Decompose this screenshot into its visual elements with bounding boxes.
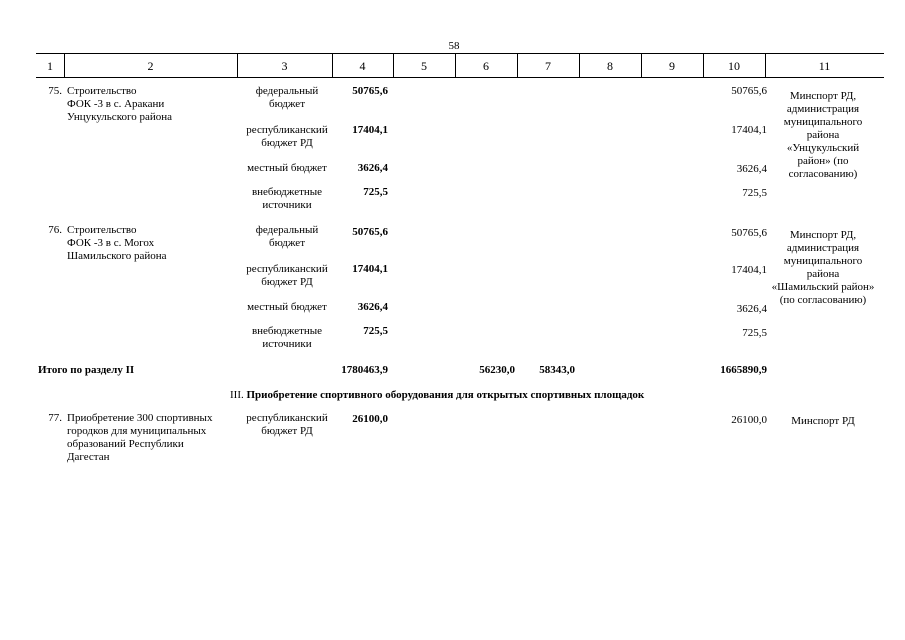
funding-source-line: бюджет РД xyxy=(261,276,313,288)
header-cell-11: 11 xyxy=(818,59,831,73)
executor-line: администрация xyxy=(786,103,860,115)
executor-line: «Унцукульский xyxy=(786,142,860,154)
funding-source-line: республиканский xyxy=(246,263,328,275)
header-cell-10: 10 xyxy=(728,59,740,73)
amount-col4: 725,5 xyxy=(363,186,388,198)
header-cell-6: 6 xyxy=(483,59,489,73)
section-heading-title: Приобретение спортивного оборудования для открытых спортивных площадок xyxy=(246,389,645,401)
section-heading xyxy=(230,389,790,402)
amount-col4: 17404,1 xyxy=(352,263,388,275)
project-name-line: Строительство xyxy=(67,85,137,97)
row-number: 76. xyxy=(48,224,62,236)
funding-source-line: внебюджетные xyxy=(251,325,323,337)
executor xyxy=(768,90,878,181)
section-total-label: Итого по разделу II xyxy=(38,364,135,376)
funding-source-line: источники xyxy=(262,338,312,350)
amount-col10: 50765,6 xyxy=(731,85,767,97)
funding-source-line: бюджет xyxy=(269,98,305,110)
funding-source-line: бюджет РД xyxy=(261,425,313,437)
header-cell-3: 3 xyxy=(281,59,288,73)
amount-col4: 50765,6 xyxy=(352,85,388,97)
amount-col4: 26100,0 xyxy=(352,413,388,425)
executor-line: район» (по xyxy=(797,155,849,167)
project-name-line: Унцукульского района xyxy=(67,111,172,123)
executor-line: (по согласованию) xyxy=(779,294,867,306)
amount-col4: 725,5 xyxy=(363,325,388,337)
funding-source-line: местный бюджет xyxy=(247,162,327,174)
row-number: 77. xyxy=(48,412,62,424)
funding-source-line: внебюджетные xyxy=(251,186,323,198)
project-name-line: образований Республики xyxy=(67,438,184,450)
amount-col10: 3626,4 xyxy=(736,303,767,315)
header-cell-8: 8 xyxy=(607,59,613,73)
amount-col10: 50765,6 xyxy=(731,227,767,239)
executor: Минспорт РД xyxy=(791,415,855,427)
executor-line: «Шамильский район» xyxy=(771,281,875,293)
amount-col10: 725,5 xyxy=(742,327,767,339)
project-name-line: Приобретение 300 спортивных xyxy=(67,412,213,424)
amount-col10: 3626,4 xyxy=(736,163,767,175)
funding-source xyxy=(240,224,334,250)
total-col4: 1780463,9 xyxy=(341,364,388,376)
funding-source-line: бюджет РД xyxy=(261,137,313,149)
funding-source-line: республиканский xyxy=(246,412,328,424)
amount-col4: 3626,4 xyxy=(357,162,388,174)
amount-col4: 3626,4 xyxy=(357,301,388,313)
total-col7: 58343,0 xyxy=(539,364,575,376)
funding-source-line: источники xyxy=(262,199,312,211)
project-name-line: ФОК -3 в с. Могох xyxy=(67,237,155,249)
header-top-border xyxy=(36,53,884,54)
funding-source xyxy=(240,412,334,438)
header-cell-1: 1 xyxy=(47,59,53,73)
funding-source xyxy=(240,263,334,289)
executor-line: Минспорт РД, xyxy=(789,229,857,241)
page-number: 58 xyxy=(448,40,460,52)
funding-source xyxy=(240,325,334,351)
header-cell-9: 9 xyxy=(669,59,675,73)
amount-col4: 17404,1 xyxy=(352,124,388,136)
project-name-line: Строительство xyxy=(67,224,137,236)
amount-col10: 17404,1 xyxy=(731,124,767,136)
project-name xyxy=(67,85,237,124)
total-col10: 1665890,9 xyxy=(720,364,767,376)
funding-source xyxy=(240,85,334,111)
header-cell-2: 2 xyxy=(147,59,154,73)
project-name xyxy=(67,412,237,464)
executor-line: района xyxy=(806,129,840,141)
project-name-line: Шамильского района xyxy=(67,250,167,262)
funding-source-line: республиканский xyxy=(246,124,328,136)
funding-source xyxy=(240,124,334,150)
amount-col10: 26100,0 xyxy=(731,414,767,426)
funding-source xyxy=(240,301,334,314)
executor-line: района xyxy=(806,268,840,280)
total-col6: 56230,0 xyxy=(479,364,515,376)
project-name-line: Дагестан xyxy=(67,451,110,463)
section-heading-number: III. xyxy=(230,389,247,401)
executor-line: муниципального xyxy=(783,255,863,267)
amount-col10: 17404,1 xyxy=(731,264,767,276)
header-bottom-border xyxy=(36,77,884,78)
funding-source xyxy=(240,162,334,175)
row-number: 75. xyxy=(48,85,62,97)
project-name xyxy=(67,224,237,263)
amount-col10: 725,5 xyxy=(742,187,767,199)
funding-source-line: федеральный xyxy=(255,85,319,97)
executor xyxy=(768,229,878,307)
amount-col4: 50765,6 xyxy=(352,226,388,238)
executor-line: администрация xyxy=(786,242,860,254)
funding-source xyxy=(240,186,334,212)
header-cell-7: 7 xyxy=(545,59,551,73)
header-cell-4: 4 xyxy=(359,59,366,73)
executor-line: муниципального xyxy=(783,116,863,128)
funding-source-line: бюджет xyxy=(269,237,305,249)
executor-line: согласованию) xyxy=(788,168,858,180)
funding-source-line: местный бюджет xyxy=(247,301,327,313)
funding-source-line: федеральный xyxy=(255,224,319,236)
project-name-line: ФОК -3 в с. Аракани xyxy=(67,98,165,110)
project-name-line: городков для муниципальных xyxy=(67,425,207,437)
executor-line: Минспорт РД, xyxy=(789,90,857,102)
header-cell-5: 5 xyxy=(421,59,427,73)
